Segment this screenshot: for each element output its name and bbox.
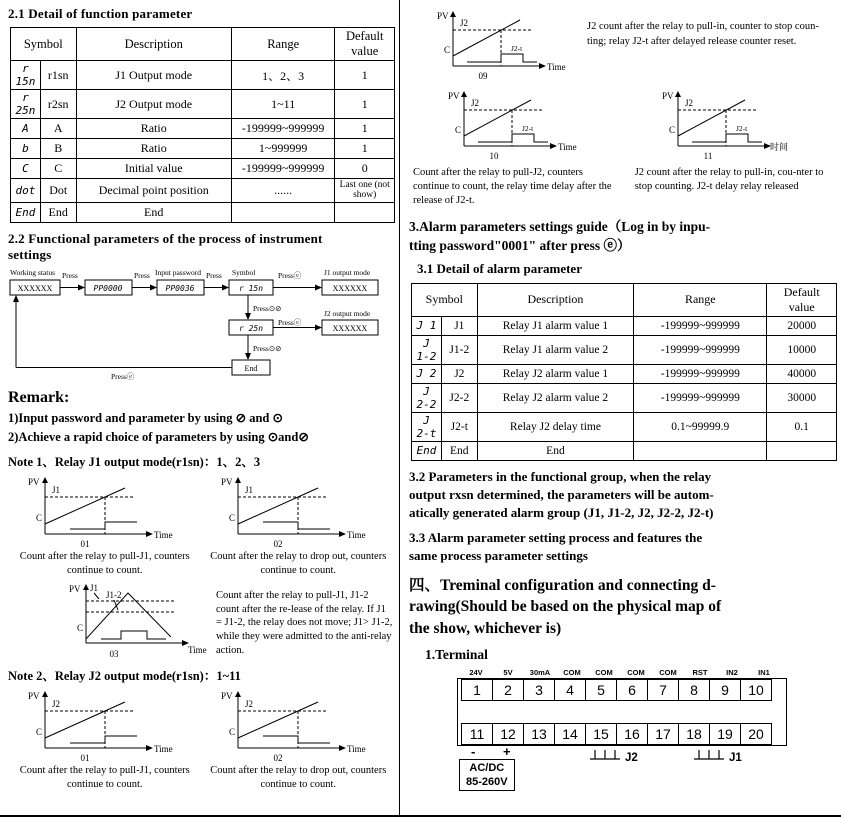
description-cell: Ratio bbox=[76, 139, 231, 159]
description-cell: Ratio bbox=[76, 119, 231, 139]
table-row bbox=[412, 412, 837, 441]
symbol-digital-cell: J 2-t bbox=[412, 412, 442, 441]
relay-j1-contact bbox=[692, 750, 742, 764]
symbol-cell: End bbox=[40, 202, 76, 222]
remark-line-1: 1)Input password and parameter by using ⊘ and ⊙ bbox=[8, 410, 283, 425]
description-cell: J1 Output mode bbox=[76, 61, 231, 90]
symbol-cell: J2-2 bbox=[441, 383, 477, 412]
terminal-pins-bottom bbox=[461, 723, 783, 745]
range-cell: -199999~999999 bbox=[231, 119, 335, 139]
section-3-2-line1: 3.2 Parameters in the functional group, when the relay bbox=[409, 468, 712, 484]
j2-t-label: J2-t bbox=[522, 124, 534, 133]
caption-01b: Count after the relay to pull-J1, counters continue to count. bbox=[19, 765, 190, 790]
range-cell: 1~999999 bbox=[231, 139, 335, 159]
table-row bbox=[412, 316, 837, 335]
remark-line-2: 2)Achieve a rapid choice of parameters by using ⊙and⊘ bbox=[8, 429, 309, 444]
terminal-label: COM bbox=[595, 667, 613, 677]
time-axis-label: Time bbox=[558, 142, 577, 152]
table-row bbox=[11, 119, 395, 139]
terminal-pin: 13 bbox=[523, 723, 555, 745]
terminal-title: 1.Terminal bbox=[425, 646, 488, 662]
terminal-label: IN1 bbox=[758, 667, 770, 677]
section-3-3 bbox=[409, 529, 837, 565]
range-cell bbox=[634, 441, 767, 460]
captions-10-11 bbox=[409, 166, 837, 209]
symbol-cell: End bbox=[441, 441, 477, 460]
terminal-label: 30mA bbox=[529, 667, 551, 677]
section-3-2 bbox=[409, 468, 837, 523]
symbol-digital-cell: C bbox=[11, 159, 41, 179]
c-level-label: C bbox=[77, 623, 84, 634]
flow-j2-result-box: XXXXXX bbox=[332, 323, 368, 333]
symbol-digital-cell: J 1 bbox=[412, 316, 442, 335]
terminal-label: COM bbox=[627, 667, 645, 677]
symbol-digital-cell: J 2-2 bbox=[412, 383, 442, 412]
description-cell: Relay J1 alarm value 1 bbox=[477, 316, 633, 335]
header-symbol: Symbol bbox=[11, 28, 77, 61]
j1-level-label: J1 bbox=[245, 484, 254, 495]
terminal-pins-top bbox=[461, 679, 783, 701]
default-cell: 1 bbox=[335, 119, 395, 139]
range-cell: 0.1~99999.9 bbox=[634, 412, 767, 441]
range-cell: -199999~999999 bbox=[634, 316, 767, 335]
symbol-cell: Dot bbox=[40, 179, 76, 203]
note2-graphs bbox=[8, 686, 395, 791]
caption-02b: Count after the relay to drop out, counters continue to count. bbox=[210, 765, 387, 790]
graph-number: 09 bbox=[478, 71, 488, 81]
pv-axis-label: PV bbox=[448, 91, 460, 101]
table-row bbox=[11, 159, 395, 179]
graph-03 bbox=[66, 579, 216, 659]
symbol-cell: B bbox=[40, 139, 76, 159]
flow-press-e-label: Pressⓔ bbox=[111, 371, 135, 381]
caption-03: Count after the relay to pull-J1, J1-2 count after the re-lease of the relay. If J1 = J1-2, the relay does not move; J1> J1-2, while they were admitted to the anti-relay action. bbox=[216, 590, 393, 656]
terminal-label: 24V bbox=[469, 667, 483, 677]
table-row bbox=[412, 383, 837, 412]
c-level-label: C bbox=[229, 727, 236, 738]
header-range: Range bbox=[634, 283, 767, 316]
power-line2: 85-260V bbox=[466, 775, 508, 788]
symbol-digital-cell: r 25n bbox=[11, 90, 41, 119]
graph-02b-cell bbox=[202, 686, 396, 791]
flow-press-updown-label: Press⊙⊘ bbox=[253, 343, 282, 353]
range-cell: -199999~999999 bbox=[634, 335, 767, 364]
terminal-pin: 3 bbox=[523, 679, 555, 701]
j2-level-label: J2 bbox=[51, 699, 60, 710]
note-1: Note 1、Relay J1 output mode(r1sn)：1、2、3 bbox=[8, 454, 261, 469]
function-parameter-table bbox=[10, 27, 395, 223]
power-line1: AC/DC bbox=[469, 761, 505, 774]
time-axis-label: Time bbox=[188, 645, 207, 656]
note-2: Note 2、Relay J2 output mode(r1sn)：1~11 bbox=[8, 669, 241, 684]
flow-pp0036-box: PP0036 bbox=[165, 283, 195, 293]
flow-pp0000-box: PP0000 bbox=[93, 283, 123, 293]
graph-number: 01 bbox=[80, 538, 90, 549]
range-cell: -199999~999999 bbox=[231, 159, 335, 179]
terminal-body-gap bbox=[461, 701, 783, 723]
alarm-parameter-table bbox=[411, 283, 837, 461]
flow-r2sn-box: r 25n bbox=[238, 323, 264, 333]
description-cell: Relay J2 delay time bbox=[477, 412, 633, 441]
default-cell: Last one (not show) bbox=[335, 179, 395, 203]
terminal-label: COM bbox=[563, 667, 581, 677]
terminal-wiring bbox=[457, 743, 797, 804]
graph-number: 10 bbox=[489, 151, 499, 161]
graph-01-cell bbox=[8, 472, 202, 577]
caption-10: Count after the relay to pull-J2, counters continue to count, the relay time delay after the release of J2-t. bbox=[413, 167, 612, 207]
default-cell: 1 bbox=[335, 61, 395, 90]
range-cell: -199999~999999 bbox=[634, 364, 767, 383]
header-range: Range bbox=[231, 28, 335, 61]
graph-number: 02 bbox=[273, 753, 283, 764]
terminal-block bbox=[457, 678, 787, 746]
power-supply-box bbox=[459, 759, 515, 792]
symbol-digital-cell: J 1-2 bbox=[412, 335, 442, 364]
terminal-pin: 9 bbox=[709, 679, 741, 701]
range-cell bbox=[231, 202, 335, 222]
symbol-digital-cell: dot bbox=[11, 179, 41, 203]
symbol-digital-cell: b bbox=[11, 139, 41, 159]
graph-number: 02 bbox=[273, 538, 283, 549]
graph-09-block bbox=[409, 6, 837, 84]
flow-j1-output-mode-label: J1 output mode bbox=[324, 267, 371, 277]
j2-t-label: J2-t bbox=[736, 124, 748, 133]
j1-level-label: J1 bbox=[51, 484, 60, 495]
section-2-2-line2: settings bbox=[8, 246, 52, 262]
j2-level-label: J2 bbox=[460, 18, 469, 28]
time-axis-label: Time bbox=[547, 62, 566, 72]
header-default: Default value bbox=[335, 28, 395, 61]
range-cell: 1~11 bbox=[231, 90, 335, 119]
terminal-pin: 5 bbox=[585, 679, 617, 701]
default-cell: 20000 bbox=[767, 316, 837, 335]
default-cell: 1 bbox=[335, 90, 395, 119]
terminal-pin: 2 bbox=[492, 679, 524, 701]
terminal-pin: 7 bbox=[647, 679, 679, 701]
description-cell: J2 Output mode bbox=[76, 90, 231, 119]
flow-press-label: Press bbox=[134, 270, 150, 280]
section-4-line3: the show, whichever is) bbox=[409, 619, 562, 637]
section-4-title bbox=[409, 575, 837, 640]
range-cell: -199999~999999 bbox=[634, 383, 767, 412]
section-2-2-title bbox=[8, 231, 395, 263]
c-level-label: C bbox=[35, 727, 42, 738]
c-level-label: C bbox=[669, 125, 676, 135]
symbol-digital-cell: J 2 bbox=[412, 364, 442, 383]
section-2-1-title: 2.1 Detail of function parameter bbox=[8, 6, 193, 21]
j1-2-level-label: J1-2 bbox=[106, 590, 122, 601]
default-cell: 1 bbox=[335, 139, 395, 159]
terminal-pin: 17 bbox=[647, 723, 679, 745]
flow-symbol-label: Symbol bbox=[232, 267, 256, 277]
flow-press-label: Press bbox=[206, 270, 222, 280]
header-description: Description bbox=[477, 283, 633, 316]
terminal-label: 5V bbox=[503, 667, 513, 677]
symbol-digital-cell: End bbox=[11, 202, 41, 222]
description-cell: Relay J1 alarm value 2 bbox=[477, 335, 633, 364]
remark-title: Remark: bbox=[8, 388, 70, 406]
c-level-label: C bbox=[229, 512, 236, 523]
c-level-label: C bbox=[35, 512, 42, 523]
terminal-pin: 15 bbox=[585, 723, 617, 745]
time-axis-label: Time bbox=[153, 529, 173, 540]
section-3-3-line1: 3.3 Alarm parameter setting process and features the bbox=[409, 530, 703, 546]
c-level-label: C bbox=[455, 125, 462, 135]
default-cell bbox=[767, 441, 837, 460]
relay-j2-contact bbox=[588, 750, 638, 764]
table-row bbox=[412, 441, 837, 460]
pv-axis-label: PV bbox=[27, 476, 40, 487]
graph-02-cell bbox=[202, 472, 396, 577]
symbol-cell: J1 bbox=[441, 316, 477, 335]
graph-01 bbox=[25, 472, 185, 550]
range-cell: ...... bbox=[231, 179, 335, 203]
j1-contact-label: J1 bbox=[729, 751, 742, 764]
section-3-3-line2: same process parameter settings bbox=[409, 548, 588, 564]
settings-flow-diagram bbox=[8, 267, 400, 383]
j2-level-label: J2 bbox=[245, 699, 254, 710]
left-column bbox=[0, 0, 400, 815]
range-cell: 1、2、3 bbox=[231, 61, 335, 90]
terminal-pin: 16 bbox=[616, 723, 648, 745]
flow-start-box: XXXXXX bbox=[17, 283, 53, 293]
j2-contact-label: J2 bbox=[625, 751, 638, 764]
section-3-line1: 3.Alarm parameters settings guide（Log in by inpu- bbox=[409, 218, 711, 234]
symbol-cell: C bbox=[40, 159, 76, 179]
table-header-row bbox=[412, 283, 837, 316]
table-row bbox=[412, 335, 837, 364]
header-description: Description bbox=[76, 28, 231, 61]
symbol-cell: J1-2 bbox=[441, 335, 477, 364]
symbol-cell: J2-t bbox=[441, 412, 477, 441]
terminal-pin: 14 bbox=[554, 723, 586, 745]
minus-sign: - bbox=[471, 743, 476, 759]
table-row bbox=[11, 61, 395, 90]
graph-number: 01 bbox=[80, 753, 90, 764]
description-cell: Initial value bbox=[76, 159, 231, 179]
plus-sign: + bbox=[503, 743, 511, 759]
symbol-cell: A bbox=[40, 119, 76, 139]
graph-number: 11 bbox=[703, 151, 713, 161]
terminal-diagram bbox=[457, 668, 797, 804]
default-cell: 10000 bbox=[767, 335, 837, 364]
symbol-digital-cell: A bbox=[11, 119, 41, 139]
note1-graphs bbox=[8, 472, 395, 577]
time-axis-label: Time bbox=[153, 744, 173, 755]
pv-axis-label: PV bbox=[221, 476, 233, 487]
section-3-2-line2: output rxsn determined, the parameters will be autom- bbox=[409, 486, 714, 502]
graph-11 bbox=[660, 86, 800, 164]
graph-01b bbox=[25, 686, 185, 764]
table-header-row bbox=[11, 28, 395, 61]
j2-t-label: J2-t bbox=[511, 44, 523, 53]
terminal-pin: 6 bbox=[616, 679, 648, 701]
j2-level-label: J2 bbox=[685, 98, 694, 108]
default-cell: 0 bbox=[335, 159, 395, 179]
j2-level-label: J2 bbox=[471, 98, 480, 108]
j1-level-label: J1 bbox=[90, 583, 99, 594]
caption-11: J2 count after the relay to pull-in, cou-nter to stop counting. J2-t delay relay released bbox=[634, 167, 824, 193]
section-4-line1: 四、Treminal configuration and connecting d- bbox=[409, 576, 716, 594]
terminal-pin: 20 bbox=[740, 723, 772, 745]
caption-01: Count after the relay to pull-J1, counters continue to count. bbox=[19, 550, 190, 576]
flow-r1sn-box: r 15n bbox=[238, 283, 264, 293]
table-row bbox=[11, 202, 395, 222]
c-level-label: C bbox=[444, 45, 451, 55]
symbol-digital-cell: r 15n bbox=[11, 61, 41, 90]
symbol-cell: J2 bbox=[441, 364, 477, 383]
description-cell: Relay J2 alarm value 2 bbox=[477, 383, 633, 412]
time-axis-label: Time bbox=[347, 744, 366, 755]
terminal-pin: 19 bbox=[709, 723, 741, 745]
graph-02b bbox=[218, 686, 378, 764]
symbol-cell: r2sn bbox=[40, 90, 76, 119]
graph-number: 03 bbox=[109, 649, 119, 660]
graphs-10-11 bbox=[409, 86, 837, 164]
terminal-pin: 1 bbox=[461, 679, 493, 701]
table-row bbox=[11, 90, 395, 119]
flow-press-updown-label: Press⊙⊘ bbox=[253, 303, 282, 313]
terminal-label: COM bbox=[659, 667, 677, 677]
table-row bbox=[412, 364, 837, 383]
terminal-pin: 8 bbox=[678, 679, 710, 701]
description-cell: End bbox=[76, 202, 231, 222]
pv-axis-label: PV bbox=[69, 584, 81, 595]
pv-axis-label: PV bbox=[662, 91, 674, 101]
graph-10 bbox=[446, 86, 586, 164]
symbol-digital-cell: End bbox=[412, 441, 442, 460]
time-axis-label-cn: 时间 bbox=[770, 142, 789, 152]
relay-contact-icon bbox=[588, 750, 622, 764]
header-default: Default value bbox=[767, 283, 837, 316]
pv-axis-label: PV bbox=[221, 691, 233, 702]
flow-j2-output-mode-label: J2 output mode bbox=[324, 308, 371, 318]
flow-press-label: Press bbox=[62, 270, 78, 280]
terminal-pin: 12 bbox=[492, 723, 524, 745]
section-3-1-title: 3.1 Detail of alarm parameter bbox=[417, 260, 582, 276]
section-3-line2: tting password"0001" after press ⓔ） bbox=[409, 238, 631, 254]
header-symbol: Symbol bbox=[412, 283, 478, 316]
caption-09: J2 count after the relay to pull-in, counter to stop coun-ting; relay J2-t after delayed release counter reset. bbox=[587, 21, 819, 47]
pv-axis-label: PV bbox=[437, 11, 449, 21]
default-cell: 30000 bbox=[767, 383, 837, 412]
section-3-title bbox=[409, 217, 837, 256]
graph-02 bbox=[218, 472, 378, 550]
terminal-label: IN2 bbox=[726, 667, 738, 677]
section-2-2-line1: 2.2 Functional parameters of the process of instrument bbox=[8, 230, 323, 246]
graph-09 bbox=[435, 6, 575, 84]
terminal-pin: 4 bbox=[554, 679, 586, 701]
symbol-cell: r1sn bbox=[40, 61, 76, 90]
flow-working-status-label: Working status bbox=[10, 267, 56, 277]
terminal-pin: 11 bbox=[461, 723, 493, 745]
flow-end-box: End bbox=[244, 363, 258, 373]
description-cell: End bbox=[477, 441, 633, 460]
flow-press-e-label: Pressⓔ bbox=[278, 270, 302, 280]
time-axis-label: Time bbox=[347, 529, 366, 540]
description-cell: Relay J2 alarm value 1 bbox=[477, 364, 633, 383]
terminal-pin: 18 bbox=[678, 723, 710, 745]
table-row bbox=[11, 179, 395, 203]
flow-input-password-label: Input password bbox=[155, 267, 202, 277]
flow-j1-result-box: XXXXXX bbox=[332, 283, 368, 293]
flow-press-e-label: Pressⓔ bbox=[278, 317, 302, 327]
terminal-pin: 10 bbox=[740, 679, 772, 701]
section-4-line2: rawing(Should be based on the physical map of bbox=[409, 598, 722, 616]
terminal-labels bbox=[457, 668, 797, 677]
default-cell: 40000 bbox=[767, 364, 837, 383]
relay-contact-icon bbox=[692, 750, 726, 764]
default-cell: 0.1 bbox=[767, 412, 837, 441]
table-row bbox=[11, 139, 395, 159]
default-cell bbox=[335, 202, 395, 222]
right-column bbox=[401, 0, 841, 815]
graph-03-block bbox=[8, 579, 395, 659]
description-cell: Decimal point position bbox=[76, 179, 231, 203]
terminal-label: RST bbox=[692, 667, 708, 677]
pv-axis-label: PV bbox=[27, 691, 40, 702]
section-3-2-line3: atically generated alarm group (J1, J1-2, J2, J2-2, J2-t) bbox=[409, 505, 714, 521]
caption-02: Count after the relay to drop out, counters continue to count. bbox=[210, 550, 387, 576]
graph-01b-cell bbox=[8, 686, 202, 791]
